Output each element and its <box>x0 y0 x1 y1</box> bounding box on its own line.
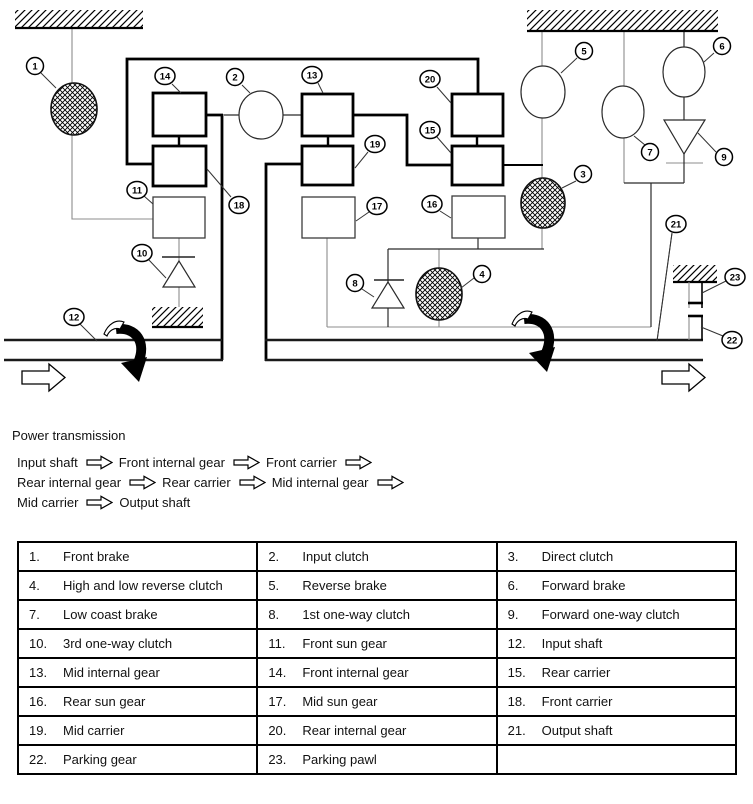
part-label: Low coast brake <box>63 607 158 622</box>
flow-arrow-icon <box>86 495 113 510</box>
callout-3-number: 3 <box>580 169 586 181</box>
part-label: Output shaft <box>541 723 613 738</box>
parts-table <box>17 541 737 775</box>
ground-hatch-parking <box>673 265 717 282</box>
part-number: 15. <box>507 665 526 680</box>
part-label: 1st one-way clutch <box>302 607 410 622</box>
part-label: Parking pawl <box>302 752 377 767</box>
part-cell <box>18 542 257 571</box>
part-cell <box>257 658 496 687</box>
direction-arrow-right-icon <box>662 364 705 391</box>
part-cell <box>497 571 736 600</box>
table-row <box>18 600 736 629</box>
callout-11-leader <box>144 196 153 204</box>
flow-arrow-icon <box>129 475 156 490</box>
rear-sun-gear-box <box>452 196 505 238</box>
flow-item: Front carrier <box>265 454 337 470</box>
first-one-way-clutch-symbol <box>372 280 404 308</box>
forward-one-way-clutch-symbol <box>664 120 705 154</box>
callout-4-leader <box>461 278 474 288</box>
part-cell <box>497 542 736 571</box>
callout-19-number: 19 <box>369 139 381 151</box>
callout-13-number: 13 <box>306 70 318 82</box>
part-label: Reverse brake <box>302 578 387 593</box>
part-cell <box>18 745 257 774</box>
empty-cell <box>497 745 736 774</box>
flow-item: Input shaft <box>17 454 78 470</box>
callout-12-leader <box>80 324 97 341</box>
rear-internal-gear-box <box>452 94 503 136</box>
callout-3-leader <box>562 181 576 188</box>
part-label: Direct clutch <box>541 549 614 564</box>
part-number: 20. <box>268 723 287 738</box>
part-label: Input clutch <box>302 549 369 564</box>
part-cell <box>497 600 736 629</box>
ground-hatch-lower-left <box>152 307 203 327</box>
part-number: 16. <box>29 694 48 709</box>
callout-15-leader <box>437 137 451 153</box>
direct-clutch-symbol <box>521 178 565 228</box>
part-cell <box>257 542 496 571</box>
direction-arrow-left-icon <box>22 364 65 391</box>
mid-carrier-box <box>302 146 353 185</box>
part-label: Front carrier <box>541 694 613 709</box>
callout-1-leader <box>41 73 56 88</box>
part-number: 11. <box>268 636 286 651</box>
part-label: High and low reverse clutch <box>63 578 223 593</box>
parking-gear-symbol <box>688 316 703 340</box>
flow-line <box>17 452 410 472</box>
part-number: 10. <box>29 636 48 651</box>
callout-5-leader <box>561 58 577 73</box>
rotation-arrow-input-shaft <box>104 321 147 382</box>
table-row <box>18 745 736 774</box>
flow-item: Rear carrier <box>162 474 231 490</box>
mid-internal-gear-box <box>302 94 353 136</box>
flow-arrow-icon <box>345 455 372 470</box>
callout-11-number: 11 <box>131 185 143 197</box>
callout-10-number: 10 <box>136 248 148 260</box>
flow-item: Mid internal gear <box>271 474 369 490</box>
callout-23-number: 23 <box>729 272 741 284</box>
callout-21-leader <box>657 233 672 341</box>
part-number: 18. <box>507 694 526 709</box>
flow-line <box>17 472 410 492</box>
callout-5-number: 5 <box>581 46 587 58</box>
part-number: 5. <box>268 578 280 593</box>
input-shaft <box>4 340 223 360</box>
callout-6-number: 6 <box>719 41 725 53</box>
part-label: Rear internal gear <box>302 723 407 738</box>
callout-9-number: 9 <box>721 152 727 164</box>
front-carrier-box <box>153 146 206 186</box>
part-label: 3rd one-way clutch <box>63 636 173 651</box>
part-label: Rear sun gear <box>63 694 146 709</box>
callout-7-leader <box>634 136 645 145</box>
table-row <box>18 716 736 745</box>
callout-16-number: 16 <box>426 199 438 211</box>
flow-arrow-icon <box>233 455 260 470</box>
third-one-way-clutch-symbol <box>162 257 195 287</box>
part-cell <box>257 629 496 658</box>
part-number: 17. <box>268 694 287 709</box>
part-number: 13. <box>29 665 48 680</box>
callout-8-leader <box>362 289 374 297</box>
ground-hatch-top-right <box>527 10 718 31</box>
callout-21-number: 21 <box>670 219 682 231</box>
part-number: 12. <box>507 636 526 651</box>
part-number: 8. <box>268 607 280 622</box>
part-number: 21. <box>507 723 526 738</box>
callout-6-leader <box>704 53 714 62</box>
part-label: Forward brake <box>541 578 626 593</box>
part-label: Front internal gear <box>302 665 409 680</box>
reverse-brake-symbol <box>521 66 565 118</box>
table-row <box>18 687 736 716</box>
flow-arrow-icon <box>377 475 404 490</box>
ground-hatch-top-left <box>15 10 143 28</box>
callout-17-leader <box>356 212 369 221</box>
power-transmission-heading: Power transmission <box>12 428 126 443</box>
callout-2-number: 2 <box>232 72 238 84</box>
callout-2-leader <box>242 85 250 93</box>
callout-12-number: 12 <box>68 312 80 324</box>
flow-item: Output shaft <box>119 494 191 510</box>
part-label: Front brake <box>63 549 130 564</box>
part-cell <box>257 687 496 716</box>
table-row <box>18 658 736 687</box>
rotation-arrow-output-shaft <box>512 311 555 372</box>
part-number: 9. <box>507 607 519 622</box>
part-cell <box>18 571 257 600</box>
part-label: Forward one-way clutch <box>541 607 680 622</box>
front-internal-gear-box <box>153 93 206 136</box>
table-row <box>18 629 736 658</box>
part-cell <box>497 716 736 745</box>
mid-sun-gear-box <box>302 197 355 238</box>
part-number: 4. <box>29 578 40 593</box>
callout-8-number: 8 <box>352 278 358 290</box>
front-sun-gear-box <box>153 197 205 238</box>
callout-14-number: 14 <box>159 71 171 83</box>
part-cell <box>257 571 496 600</box>
part-label: Mid sun gear <box>302 694 378 709</box>
part-number: 1. <box>29 549 40 564</box>
output-shaft <box>265 340 703 360</box>
part-number: 14. <box>268 665 287 680</box>
part-cell <box>257 716 496 745</box>
part-cell <box>18 629 257 658</box>
callout-7-number: 7 <box>647 147 653 159</box>
part-number: 22. <box>29 752 48 767</box>
flow-line <box>17 492 410 512</box>
callout-17-number: 17 <box>371 201 383 213</box>
part-cell <box>497 658 736 687</box>
part-label: Mid carrier <box>63 723 125 738</box>
part-cell <box>18 687 257 716</box>
callout-9-leader <box>698 133 716 152</box>
part-label: Input shaft <box>541 636 603 651</box>
callout-18-leader <box>207 169 231 197</box>
callout-18-number: 18 <box>233 200 245 212</box>
part-cell <box>18 600 257 629</box>
callout-15-number: 15 <box>424 125 436 137</box>
flow-arrow-icon <box>86 455 113 470</box>
flow-item: Front internal gear <box>118 454 225 470</box>
front-brake-symbol <box>51 83 97 135</box>
part-number: 3. <box>507 549 519 564</box>
callout-22-number: 22 <box>726 335 738 347</box>
callout-13-leader <box>318 83 323 93</box>
high-low-reverse-clutch-symbol <box>416 268 462 320</box>
table-row <box>18 571 736 600</box>
part-number: 19. <box>29 723 48 738</box>
power-flow-lines <box>17 452 410 512</box>
input-clutch-symbol <box>239 91 283 139</box>
callout-20-number: 20 <box>424 74 436 86</box>
part-cell <box>18 716 257 745</box>
part-cell <box>497 687 736 716</box>
part-number: 23. <box>268 752 287 767</box>
callout-20-leader <box>437 87 451 103</box>
part-label: Front sun gear <box>302 636 387 651</box>
part-number: 2. <box>268 549 280 564</box>
callout-1-number: 1 <box>32 61 38 73</box>
part-cell <box>497 629 736 658</box>
low-coast-brake-symbol <box>602 86 644 138</box>
callout-4-number: 4 <box>479 269 485 281</box>
flow-arrow-icon <box>239 475 266 490</box>
flow-item: Rear internal gear <box>17 474 122 490</box>
part-label: Rear carrier <box>541 665 611 680</box>
part-number: 7. <box>29 607 40 622</box>
part-label: Parking gear <box>63 752 137 767</box>
rear-carrier-box <box>452 146 503 185</box>
callout-22-leader <box>701 327 723 336</box>
table-row <box>18 542 736 571</box>
part-cell <box>257 745 496 774</box>
callout-19-leader <box>355 152 368 168</box>
part-cell <box>18 658 257 687</box>
callout-10-leader <box>148 259 166 278</box>
callout-16-leader <box>440 211 451 218</box>
forward-brake-symbol <box>663 47 705 97</box>
part-label: Mid internal gear <box>63 665 160 680</box>
flow-item: Mid carrier <box>17 494 79 510</box>
part-cell <box>257 600 496 629</box>
part-number: 6. <box>507 578 519 593</box>
parking-pawl-symbol <box>688 282 703 308</box>
